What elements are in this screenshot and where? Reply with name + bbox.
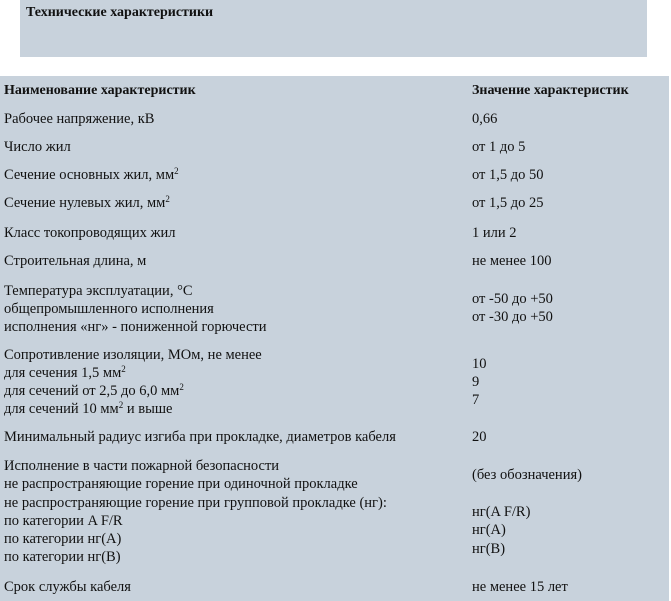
row-name: для сечений от 2,5 до 6,0 $мм^2$ bbox=[4, 382, 184, 399]
row-name: Строительная длина, м bbox=[4, 253, 147, 269]
row-name: по категории A F/R bbox=[4, 513, 123, 529]
row-name: исполнения «нг» - пониженной горючести bbox=[4, 319, 267, 335]
row-name: Исполнение в части пожарной безопасности bbox=[4, 458, 280, 474]
row-name: по категории нг(A) bbox=[4, 531, 122, 547]
row-value: нг(A F/R) bbox=[472, 504, 531, 520]
row-value: 0,66 bbox=[472, 111, 498, 127]
row-value: 9 bbox=[472, 374, 480, 390]
header-value: Значение характеристик bbox=[472, 83, 629, 98]
row-name: Класс токопроводящих жил bbox=[4, 225, 176, 241]
row-name: для сечений 10 $мм^2$ и выше bbox=[4, 400, 173, 417]
row-name: Сопротивление изоляции, МОм, не менее bbox=[4, 347, 262, 363]
row-name: Число жил bbox=[4, 139, 71, 155]
row-name: не распространяющие горение при одиночной прокладке bbox=[4, 476, 358, 492]
row-value: 20 bbox=[472, 429, 487, 445]
row-value: от -30 до +50 bbox=[472, 309, 553, 325]
row-name: по категории нг(B) bbox=[4, 549, 121, 565]
row-value: 7 bbox=[472, 392, 480, 408]
page-title: Технические характеристики bbox=[26, 5, 214, 20]
row-name: для сечения 1,5 $мм^2$ bbox=[4, 364, 126, 381]
row-name: Срок службы кабеля bbox=[4, 579, 131, 595]
row-value: 10 bbox=[472, 356, 487, 372]
row-value: не менее 100 bbox=[472, 253, 552, 269]
row-value: нг(B) bbox=[472, 541, 506, 557]
title-box bbox=[20, 0, 647, 57]
row-name: Сечение нулевых жил, $мм^2$ bbox=[4, 194, 170, 211]
row-name: Рабочее напряжение, кВ bbox=[4, 111, 155, 127]
spec-table bbox=[0, 76, 669, 601]
row-value: 1 или 2 bbox=[472, 225, 517, 241]
row-value: нг(A) bbox=[472, 522, 506, 538]
row-value: от -50 до +50 bbox=[472, 291, 553, 307]
row-name: Сечение основных жил, $мм^2$ bbox=[4, 166, 179, 183]
row-value: от 1,5 до 25 bbox=[472, 195, 544, 211]
row-value: от 1 до 5 bbox=[472, 139, 526, 155]
row-value: от 1,5 до 50 bbox=[472, 167, 544, 183]
row-name: не распространяющие горение при групповой прокладке (нг): bbox=[4, 495, 387, 511]
row-name: Температура эксплуатации, °C bbox=[4, 283, 193, 299]
header-name: Наименование характеристик bbox=[4, 83, 196, 98]
row-name: общепромышленного исполнения bbox=[4, 301, 214, 317]
row-value: (без обозначения) bbox=[472, 467, 582, 483]
row-value: не менее 15 лет bbox=[472, 579, 568, 595]
row-name: Минимальный радиус изгиба при прокладке, диаметров кабеля bbox=[4, 429, 396, 445]
